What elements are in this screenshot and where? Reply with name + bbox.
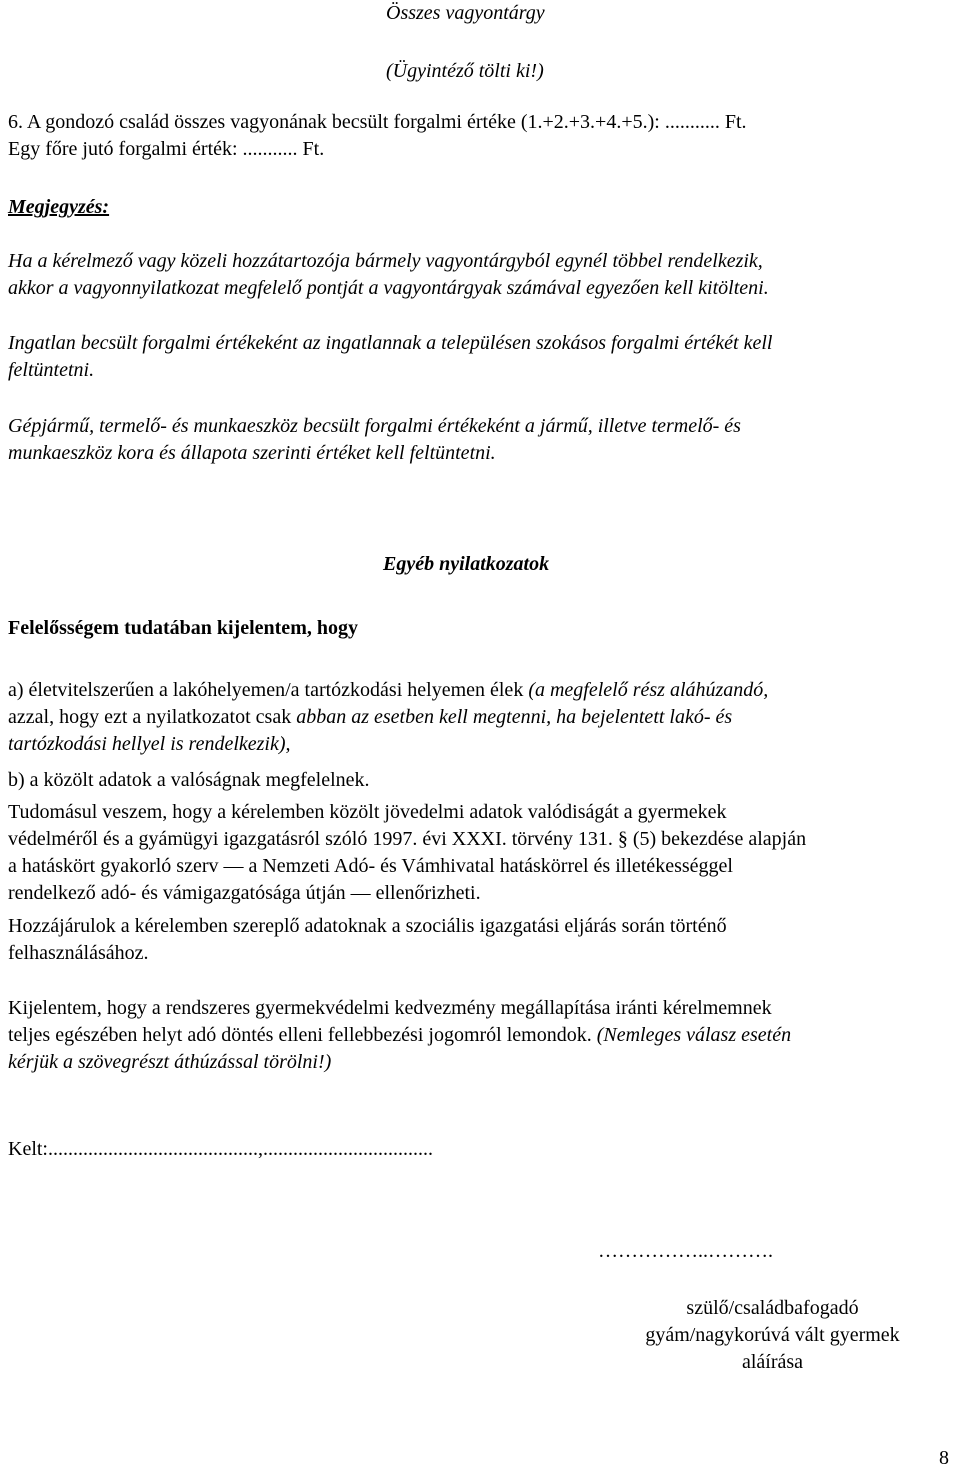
section-title: Összes vagyontárgy xyxy=(386,2,545,24)
note-paragraph-1 xyxy=(8,248,953,302)
consent-line: Hozzájárulok a kérelemben szereplő adatoknak a szociális igazgatási eljárás során történő xyxy=(8,915,727,937)
signature-caption xyxy=(560,1295,960,1376)
declaration-heading: Felelősségem tudatában kijelentem, hogy xyxy=(8,617,358,639)
note-p2-line: Ingatlan becsült forgalmi értékeként az ingatlannak a településen szokásos forgalmi értékét kell xyxy=(8,332,773,354)
declaration-a-note: tartózkodási hellyel is rendelkezik), xyxy=(8,733,291,755)
note-p3-line: munkaeszköz kora és állapota szerinti értéket kell feltüntetni. xyxy=(8,442,496,464)
waiver-note: (Nemleges válasz esetén xyxy=(596,1024,792,1046)
signature-line: ……………..………. xyxy=(598,1240,773,1262)
section-subtitle: (Ügyintéző tölti ki!) xyxy=(386,60,544,82)
acknowledgement-line: rendelkező adó- és vámigazgatósága útján — ellenőrizheti. xyxy=(8,882,481,904)
consent-paragraph xyxy=(8,913,953,967)
note-heading: Megjegyzés: xyxy=(8,196,110,218)
declaration-a xyxy=(8,677,953,758)
declaration-b: b) a közölt adatok a valóságnak megfelelnek. xyxy=(8,769,370,791)
total-value-line: 6. A gondozó család összes vagyonának becsült forgalmi értéke (1.+2.+3.+4.+5.): ........... Ft. xyxy=(8,111,747,133)
summary-block xyxy=(8,109,953,163)
waiver-line: Kijelentem, hogy a rendszeres gyermekvédelmi kedvezmény megállapítása iránti kérelmemnek xyxy=(8,997,772,1019)
declaration-a-note: (a megfelelő rész aláhúzandó, xyxy=(528,679,769,701)
signature-caption-line: aláírása xyxy=(741,1351,804,1373)
note-p2-line: feltüntetni. xyxy=(8,359,95,381)
per-capita-value-line: Egy főre jutó forgalmi érték: ........... Ft. xyxy=(8,138,325,160)
note-p1-line: Ha a kérelmező vagy közeli hozzátartozója bármely vagyontárgyból egynél többel rendelkezik, xyxy=(8,250,763,272)
signature-caption-line: szülő/családbafogadó xyxy=(686,1297,859,1319)
note-paragraph-3 xyxy=(8,413,953,467)
acknowledgement-line: védelméről és a gyámügyi igazgatásról szóló 1997. évi XXXI. törvény 131. § (5) bekezdése alapján xyxy=(8,828,807,850)
declaration-a-note: abban az esetben kell megtenni, ha bejelentett lakó- és xyxy=(296,706,733,728)
consent-line: felhasználásához. xyxy=(8,942,149,964)
acknowledgement-paragraph xyxy=(8,799,953,907)
declaration-a-text: a) életvitelszerűen a lakóhelyemen/a tartózkodási helyemen élek xyxy=(8,679,529,701)
signature-caption-line: gyám/nagykorúvá vált gyermek xyxy=(645,1324,900,1346)
waiver-paragraph xyxy=(8,995,953,1076)
date-place-line: Kelt:..........................................,.................................. xyxy=(8,1138,433,1160)
other-declarations-heading: Egyéb nyilatkozatok xyxy=(383,553,550,575)
acknowledgement-line: Tudomásul veszem, hogy a kérelemben közölt jövedelmi adatok valódiságát a gyermekek xyxy=(8,801,727,823)
waiver-line: teljes egészében helyt adó döntés elleni fellebbezési jogomról lemondok. xyxy=(8,1024,597,1046)
note-p1-line: akkor a vagyonnyilatkozat megfelelő pontját a vagyontárgyak számával egyezően kell kitölteni. xyxy=(8,277,769,299)
waiver-note: kérjük a szövegrészt áthúzással törölni!) xyxy=(8,1051,332,1073)
note-p3-line: Gépjármű, termelő- és munkaeszköz becsült forgalmi értékeként a jármű, illetve termelő- és xyxy=(8,415,741,437)
acknowledgement-line: a hatáskört gyakorló szerv — a Nemzeti Adó- és Vámhivatal hatáskörrel és illetékességgel xyxy=(8,855,733,877)
page-number: 8 xyxy=(939,1447,949,1469)
note-paragraph-2 xyxy=(8,330,953,384)
declaration-a-text: azzal, hogy ezt a nyilatkozatot csak xyxy=(8,706,297,728)
